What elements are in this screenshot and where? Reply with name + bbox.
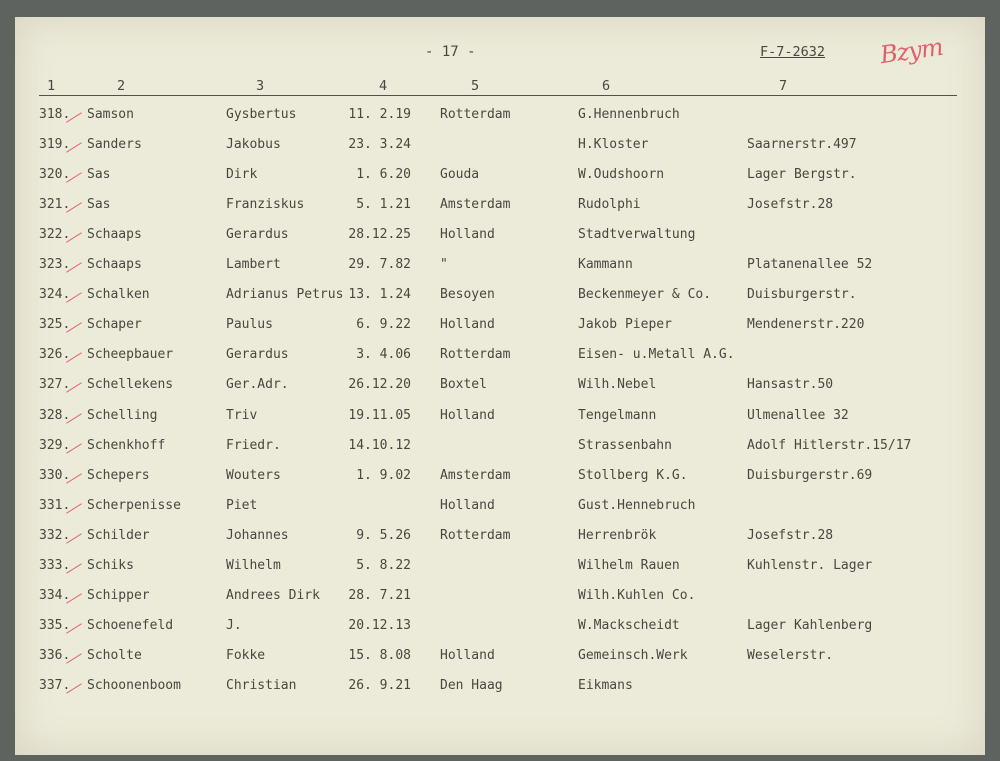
- given-name-cell: Paulus: [226, 317, 273, 333]
- birth-date-cell: 15. 8.08: [348, 647, 411, 663]
- row-number: 319.: [39, 137, 71, 153]
- birth-date-cell: 9. 5.26: [356, 527, 411, 543]
- surname-cell: Schenkhoff: [87, 437, 166, 453]
- birthplace-cell: Boxtel: [440, 377, 487, 393]
- given-name-cell: Christian: [226, 677, 297, 693]
- employer-cell: Eisen- u.Metall A.G.: [578, 347, 735, 363]
- employer-cell: Beckenmeyer & Co.: [578, 287, 712, 303]
- table-row: [15, 648, 985, 670]
- given-name-cell: Gerardus: [226, 347, 289, 363]
- employer-cell: W.Oudshoorn: [578, 167, 665, 183]
- birth-date-cell: 28. 7.21: [348, 587, 411, 603]
- page-number: - 17 -: [425, 44, 476, 60]
- row-number: 334.: [39, 587, 71, 603]
- surname-cell: Schoonenboom: [87, 677, 181, 693]
- employer-cell: Kammann: [578, 257, 633, 273]
- row-number: 330.: [39, 467, 71, 483]
- birthplace-cell: ": [440, 257, 448, 273]
- address-cell: Duisburgerstr.: [747, 287, 857, 303]
- birth-date-cell: 5. 8.22: [356, 557, 411, 573]
- employer-cell: Jakob Pieper: [578, 317, 672, 333]
- birthplace-cell: Amsterdam: [440, 467, 511, 483]
- given-name-cell: Triv: [226, 407, 258, 423]
- employer-cell: W.Mackscheidt: [578, 617, 680, 633]
- birth-date-cell: 11. 2.19: [348, 107, 411, 122]
- birth-date-cell: 26.12.20: [348, 377, 411, 393]
- employer-cell: Stadtverwaltung: [578, 227, 696, 243]
- birth-date-cell: 6. 9.22: [356, 317, 411, 333]
- table-row: [15, 498, 985, 520]
- document-page: [15, 17, 985, 755]
- row-number: 324.: [39, 287, 71, 303]
- birth-date-cell: 13. 1.24: [348, 287, 411, 303]
- given-name-cell: Dirk: [226, 167, 258, 183]
- table-row: [15, 347, 985, 369]
- address-cell: Weselerstr.: [747, 647, 834, 663]
- surname-cell: Scherpenisse: [87, 497, 181, 513]
- employer-cell: Gust.Hennebruch: [578, 497, 696, 513]
- surname-cell: Samson: [87, 107, 134, 122]
- birthplace-cell: Rotterdam: [440, 347, 511, 363]
- employer-cell: Herrenbrök: [578, 527, 657, 543]
- birth-date-cell: 23. 3.24: [348, 137, 411, 153]
- table-row: [15, 678, 985, 700]
- table-row: [15, 287, 985, 309]
- given-name-cell: Andrees Dirk: [226, 587, 320, 603]
- employer-cell: G.Hennenbruch: [578, 107, 680, 122]
- birthplace-cell: Holland: [440, 647, 495, 663]
- row-number: 321.: [39, 197, 71, 213]
- surname-cell: Schepers: [87, 467, 150, 483]
- table-row: [15, 408, 985, 430]
- row-number: 337.: [39, 677, 71, 693]
- column-header: 1: [47, 78, 56, 94]
- table-row: [15, 618, 985, 640]
- table-row: [15, 377, 985, 399]
- surname-cell: Sanders: [87, 137, 142, 153]
- employer-cell: Stollberg K.G.: [578, 467, 688, 483]
- birthplace-cell: Holland: [440, 317, 495, 333]
- surname-cell: Scholte: [87, 647, 142, 663]
- given-name-cell: Gerardus: [226, 227, 289, 243]
- employer-cell: Tengelmann: [578, 407, 657, 423]
- given-name-cell: Lambert: [226, 257, 281, 273]
- surname-cell: Schaper: [87, 317, 142, 333]
- surname-cell: Scheepbauer: [87, 347, 174, 363]
- employer-cell: Rudolphi: [578, 197, 641, 213]
- employer-cell: Wilhelm Rauen: [578, 557, 680, 573]
- given-name-cell: Fokke: [226, 647, 266, 663]
- table-row: [15, 468, 985, 490]
- table-row: [15, 107, 985, 129]
- given-name-cell: Friedr.: [226, 437, 281, 453]
- given-name-cell: Jakobus: [226, 137, 281, 153]
- birth-date-cell: 20.12.13: [348, 617, 411, 633]
- given-name-cell: Ger.Adr.: [226, 377, 289, 393]
- column-header: 2: [117, 78, 126, 94]
- given-name-cell: Piet: [226, 497, 258, 513]
- address-cell: Kuhlenstr. Lager: [747, 557, 873, 573]
- table-row: [15, 588, 985, 610]
- table-row: [15, 257, 985, 279]
- row-number: 335.: [39, 617, 71, 633]
- surname-cell: Schiks: [87, 557, 134, 573]
- table-row: [15, 438, 985, 460]
- birthplace-cell: Gouda: [440, 167, 480, 183]
- header-rule: [39, 95, 957, 96]
- table-row: [15, 317, 985, 339]
- column-header-row: [15, 78, 985, 96]
- surname-cell: Schoenefeld: [87, 617, 174, 633]
- birthplace-cell: Holland: [440, 227, 495, 243]
- surname-cell: Schaaps: [87, 257, 142, 273]
- employer-cell: Gemeinsch.Werk: [578, 647, 688, 663]
- surname-cell: Schellekens: [87, 377, 174, 393]
- address-cell: Lager Kahlenberg: [747, 617, 873, 633]
- birth-date-cell: 26. 9.21: [348, 677, 411, 693]
- birth-date-cell: 1. 9.02: [356, 467, 411, 483]
- given-name-cell: Johannes: [226, 527, 289, 543]
- row-number: 327.: [39, 377, 71, 393]
- birth-date-cell: 28.12.25: [348, 227, 411, 243]
- birthplace-cell: Rotterdam: [440, 527, 511, 543]
- row-number: 331.: [39, 497, 71, 513]
- employer-cell: Eikmans: [578, 677, 633, 693]
- address-cell: Ulmenallee 32: [747, 407, 849, 423]
- birthplace-cell: Rotterdam: [440, 107, 511, 122]
- row-number: 320.: [39, 167, 71, 183]
- row-number: 329.: [39, 437, 71, 453]
- address-cell: Platanenallee 52: [747, 257, 873, 273]
- row-number: 325.: [39, 317, 71, 333]
- row-number: 323.: [39, 257, 71, 273]
- column-header: 4: [379, 78, 388, 94]
- row-number: 326.: [39, 347, 71, 363]
- address-cell: Hansastr.50: [747, 377, 834, 393]
- address-cell: Adolf Hitlerstr.15/17: [747, 437, 912, 453]
- birth-date-cell: 14.10.12: [348, 437, 411, 453]
- surname-cell: Schalken: [87, 287, 150, 303]
- given-name-cell: Wouters: [226, 467, 281, 483]
- birthplace-cell: Amsterdam: [440, 197, 511, 213]
- surname-cell: Sas: [87, 197, 111, 213]
- column-header: 7: [779, 78, 788, 94]
- birth-date-cell: 29. 7.82: [348, 257, 411, 273]
- birth-date-cell: 5. 1.21: [356, 197, 411, 213]
- address-cell: Mendenerstr.220: [747, 317, 865, 333]
- table-row: [15, 167, 985, 189]
- address-cell: Josefstr.28: [747, 527, 834, 543]
- address-cell: Duisburgerstr.69: [747, 467, 873, 483]
- birth-date-cell: 3. 4.06: [356, 347, 411, 363]
- given-name-cell: J.: [226, 617, 242, 633]
- surname-cell: Schilder: [87, 527, 150, 543]
- given-name-cell: Wilhelm: [226, 557, 281, 573]
- handwritten-signature: Bzym: [878, 32, 945, 70]
- table-row: [15, 137, 985, 159]
- birthplace-cell: Den Haag: [440, 677, 503, 693]
- row-number: 332.: [39, 527, 71, 543]
- reference-number: F-7-2632: [760, 44, 826, 60]
- table-row: [15, 558, 985, 580]
- column-header: 5: [471, 78, 480, 94]
- given-name-cell: Franziskus: [226, 197, 305, 213]
- surname-cell: Schaaps: [87, 227, 142, 243]
- row-number: 333.: [39, 557, 71, 573]
- given-name-cell: Gysbertus: [226, 107, 297, 122]
- given-name-cell: Adrianus Petrus: [226, 287, 344, 303]
- surname-cell: Schelling: [87, 407, 158, 423]
- row-number: 336.: [39, 647, 71, 663]
- address-cell: Saarnerstr.497: [747, 137, 857, 153]
- table-row: [15, 227, 985, 249]
- surname-cell: Schipper: [87, 587, 150, 603]
- table-row: [15, 528, 985, 550]
- address-cell: Josefstr.28: [747, 197, 834, 213]
- birthplace-cell: Holland: [440, 497, 495, 513]
- row-number: 322.: [39, 227, 71, 243]
- column-header: 3: [256, 78, 265, 94]
- address-cell: Lager Bergstr.: [747, 167, 857, 183]
- table-row: [15, 197, 985, 219]
- birth-date-cell: 1. 6.20: [356, 167, 411, 183]
- employer-cell: Wilh.Kuhlen Co.: [578, 587, 696, 603]
- birthplace-cell: Holland: [440, 407, 495, 423]
- employer-cell: Wilh.Nebel: [578, 377, 657, 393]
- column-header: 6: [602, 78, 611, 94]
- birthplace-cell: Besoyen: [440, 287, 495, 303]
- birth-date-cell: 19.11.05: [348, 407, 411, 423]
- row-number: 318.: [39, 107, 71, 122]
- employer-cell: H.Kloster: [578, 137, 649, 153]
- row-number: 328.: [39, 407, 71, 423]
- employer-cell: Strassenbahn: [578, 437, 672, 453]
- surname-cell: Sas: [87, 167, 111, 183]
